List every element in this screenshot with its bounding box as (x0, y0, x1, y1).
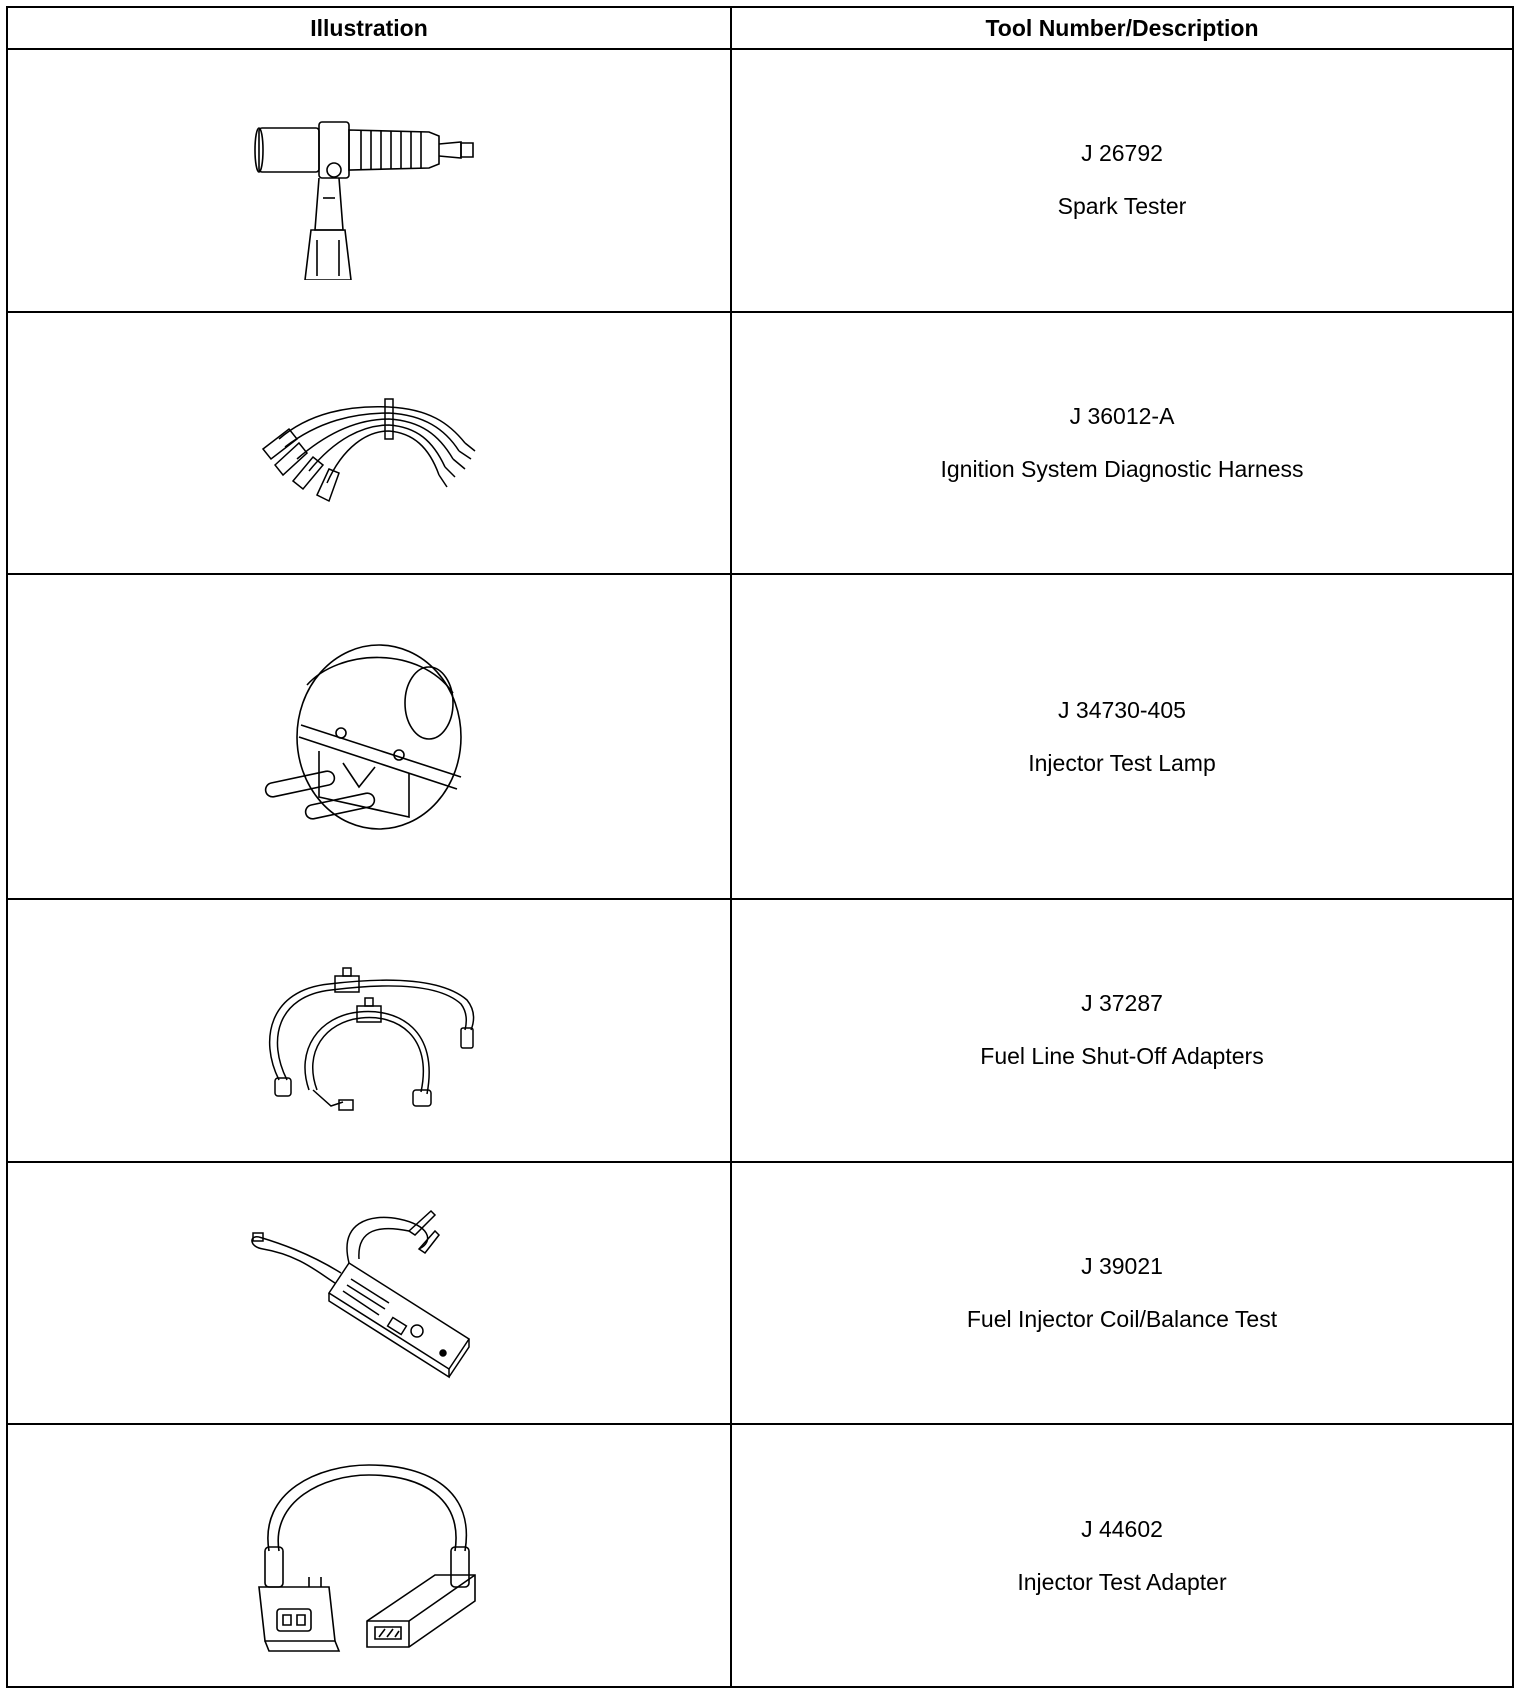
tool-info-cell (731, 574, 1513, 899)
header-tool-number-description: Tool Number/Description (731, 7, 1513, 49)
special-tools-table (6, 6, 1514, 1688)
spark-tester-icon (239, 80, 499, 280)
fuel-line-adapters-icon (239, 940, 499, 1120)
tool-number: J 37287 (1081, 990, 1163, 1017)
injector-test-adapter-icon (239, 1451, 499, 1661)
tool-description: Injector Test Adapter (1017, 1568, 1227, 1595)
illustration-cell (7, 574, 731, 899)
tool-number: J 26792 (1081, 140, 1163, 167)
tool-info-cell (731, 312, 1513, 575)
injector-test-lamp-icon (239, 627, 499, 847)
tool-description: Fuel Injector Coil/Balance Test (966, 1306, 1278, 1333)
table-row (7, 574, 1513, 899)
table-row (7, 1162, 1513, 1425)
table-row (7, 899, 1513, 1162)
tool-description: Spark Tester (1057, 193, 1187, 220)
illustration-cell (7, 1424, 731, 1687)
tool-info-cell (731, 1162, 1513, 1425)
table-header-row (7, 7, 1513, 49)
tool-number: J 34730-405 (1058, 696, 1186, 723)
coil-balance-tester-icon (239, 1183, 499, 1403)
tool-number: J 36012-A (1069, 402, 1175, 429)
tool-info-cell (731, 49, 1513, 312)
illustration-cell (7, 899, 731, 1162)
diagnostic-harness-icon (239, 343, 499, 543)
tool-number: J 39021 (1081, 1253, 1163, 1280)
tool-description: Ignition System Diagnostic Harness (940, 455, 1304, 482)
tool-info-cell (731, 1424, 1513, 1687)
tool-description: Fuel Line Shut-Off Adapters (980, 1043, 1264, 1070)
header-illustration: Illustration (7, 7, 731, 49)
table-row (7, 49, 1513, 312)
illustration-cell (7, 49, 731, 312)
illustration-cell (7, 1162, 731, 1425)
illustration-cell (7, 312, 731, 575)
tool-number: J 44602 (1081, 1515, 1163, 1542)
tool-description: Injector Test Lamp (1028, 749, 1216, 776)
table-row (7, 312, 1513, 575)
tool-info-cell (731, 899, 1513, 1162)
table-row (7, 1424, 1513, 1687)
